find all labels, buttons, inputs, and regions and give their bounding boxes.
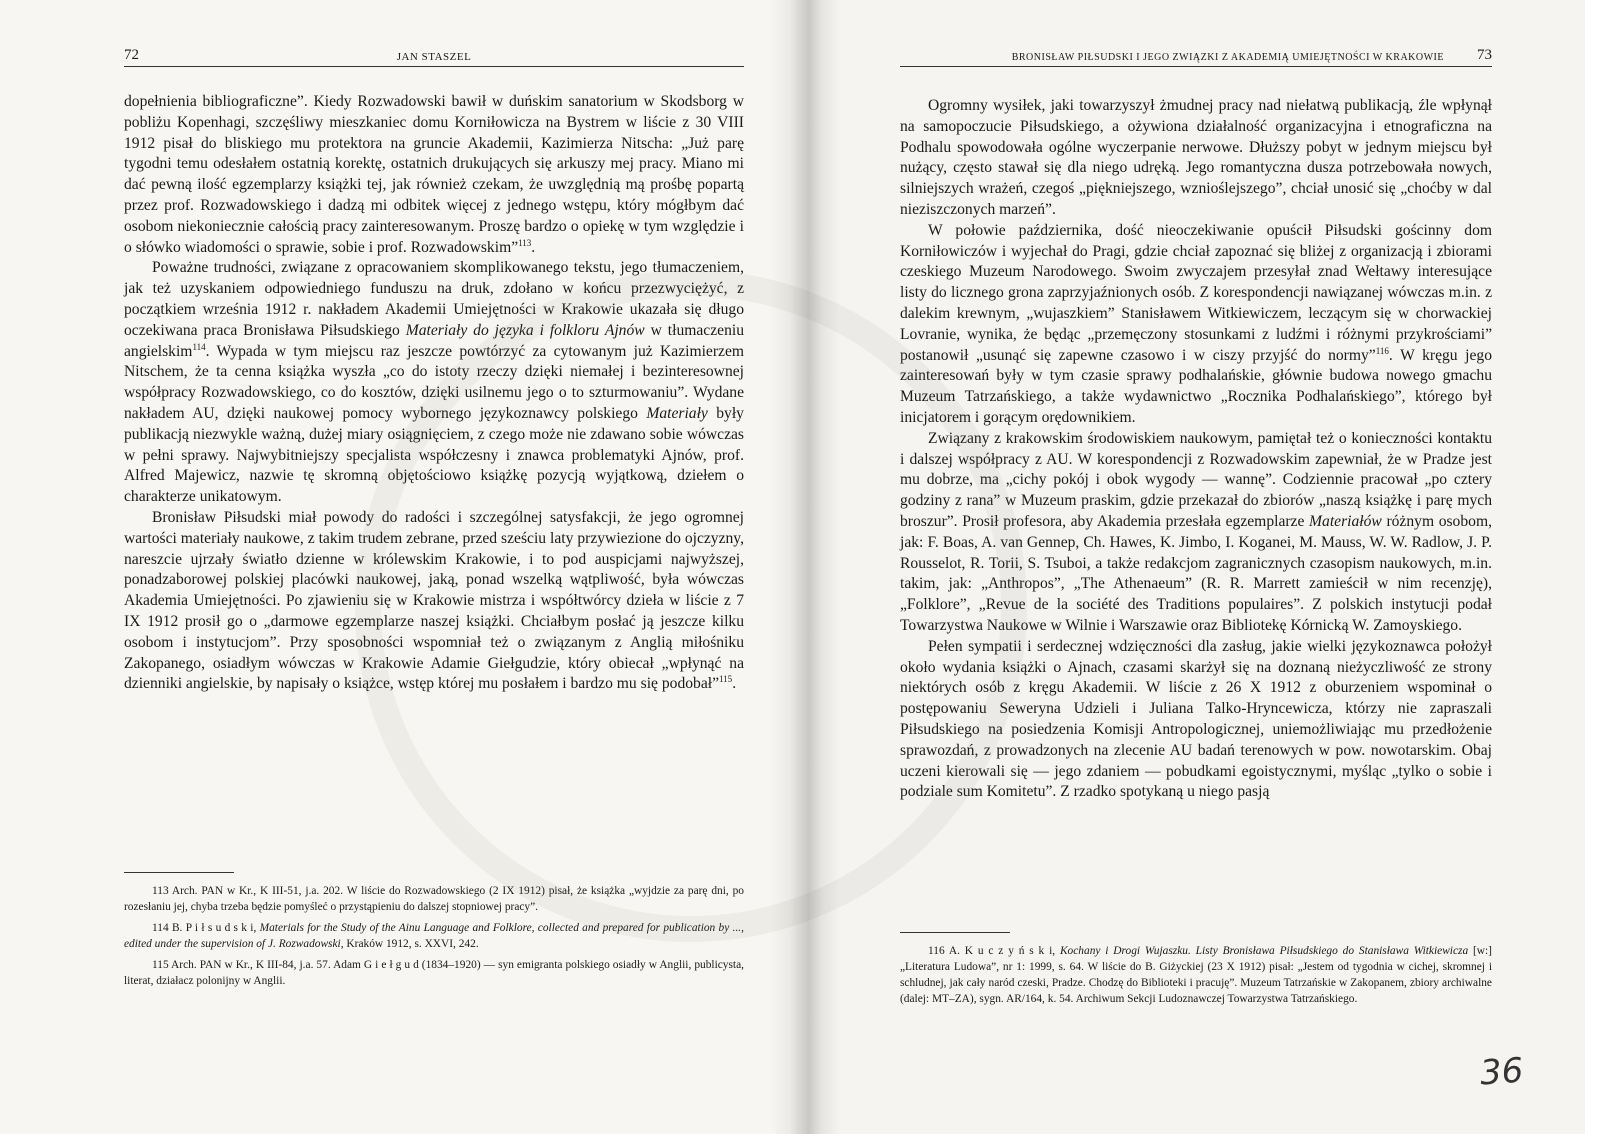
left-page-number: 72 [124, 47, 139, 63]
right-body-text [900, 96, 1492, 803]
right-paragraph-1: Ogromny wysiłek, jaki towarzyszył żmudnej pracy nad niełatwą publikacją, źle wpłynął na samopoczucie Piłsudskiego, a ożywiona działalność organizacyjna i etnograficzna na Podhalu spowodowała ogólne wyczerpanie nerwowe. Dłuższy pobyt w jednym miejscu był nużący, często stawał się dla niego udręką. Jego romantyczna dusza potrzebowała nowych, silniejszych wrażeń, czegoś „piękniejszego, wznioślejszego”, chciał unosić się „choćby w dal nieziszczonych marzeń”. [900, 97, 1492, 218]
left-page-header [124, 44, 744, 67]
right-page-header [900, 44, 1492, 67]
left-running-head: JAN STASZEL [396, 51, 472, 63]
footnote-ref-115[interactable]: 115 [719, 674, 733, 685]
scan-edge [1585, 0, 1600, 1134]
left-body-text [124, 92, 744, 695]
footnote-ref-116[interactable]: 116 [1375, 345, 1389, 356]
left-paragraph-2: Poważne trudności, związane z opracowaniem skomplikowanego tekstu, jego tłumaczeniem, jak też uzyskaniem odpowiedniego funduszu na druk, zdołano w końcu przezwyciężyć, z początkiem września 1912 r. nakładem Akademii Umiejętności w Krakowie ukazała się długo oczekiwana praca Bronisława Piłsudskiego Materiały do języka i folkloru Ajnów w tłumaczeniu angielskim$^{114}$. Wypada w tym miejscu raz jeszcze powtórzyć za cytowanym już Kazimierzem Nitschem, że ta cenna książka wyszła „co do istoty rzeczy dzięki niemałej i bezinteresownej współpracy Rozwadowskiego, co do kosztów, dzięki usilnemu jego o to szturmowaniu”. Wydane nakładem AU, dzięki naukowej pomocy wybornego językoznawcy polskiego Materiały były publikacją niezwykle ważną, dużej miary osiągnięciem, z czego może nie zdawano sobie wówczas w pełni sprawy. Najwybitniejszy specjalista współczesny i znawca problematyki Ajnów, prof. Alfred Majewicz, nazwie tę skromną objętościowo książkę pozycją wyjątkową, dziełem o charakterze unikatowym. [124, 259, 744, 506]
book-title-short: Materiały [646, 404, 708, 422]
right-running-head: BRONISŁAW PIŁSUDSKI I JEGO ZWIĄZKI Z AKADEMIĄ UMIEJĘTNOŚCI W KRAKOWIE [1011, 52, 1444, 63]
right-page-number: 73 [1477, 47, 1492, 63]
left-paragraph-3: Bronisław Piłsudski miał powody do radości i szczególnej satysfakcji, że jego ogromnej wartości materiały naukowe, z takim trudem zebrane, przed sześciu laty przywiezione do ojczyzny, nareszcie ujrzały światło dzienne w królewskim Krakowie, i to pod auspicjami najwyższej, ponadzaborowej polskiej placówki naukowej, jaką, ponad wszelką wątpliwość, była wówczas Akademia Umiejętności. Po zjawieniu się w Krakowie mistrza i współtwórcy dzieła w liście z 7 IX 1912 prosił go o „darmowe egzemplarze naszej książki. Chciałbym posłać ją jeszcze kilku osobom i instytucjom”. Przy sposobności wspomniał też o związanym z Anglią miłośniku Zakopanego, osiadłym wówczas w Krakowie Adamie Giełgudzie, który obiecał „wpłynąć na dzienniki angielskie, by napisały o książce, wstęp której mu posłałem i bardzo mu się podobał”$^{115}$. [124, 508, 744, 693]
footnote-116: 116 A. K u c z y ń s k i, Kochany i Drogi Wujaszku. Listy Bronisława Piłsudskiego do Stanisława Witkiewicza [w:] „Literatura Ludowa”, nr 1: 1999, s. 64. W liście do B. Giżyckiej (23 X 1912) pisał: „Jestem od tygodnia w cichej, skromnej i schludnej, jak cały naród czeski, Pradze. Chodzę do Biblioteki i pracuję”. Muzeum Tatrzańskie w Zakopanem, zbiory archiwalne (dalej: MT–ZA), sygn. AR/164, k. 54. Archiwum Sekcji Ludoznawczej Towarzystwa Tatrzańskiego. [900, 945, 1492, 1005]
right-page [790, 0, 1600, 1134]
right-paragraph-2: W połowie października, dość nieoczekiwanie opuścił Piłsudski gościnny dom Korniłowiczów i wyjechał do Pragi, gdzie chciał zapoznać się bliżej z organizacją i zbiorami czeskiego Muzeum Narodowego. Swoim zwyczajem przesyłał znad Wełtawy interesujące listy do licznego grona zaprzyjaźnionych osób. Z korespondencji nawiązanej wówczas m.in. z dalekim krewnym, „wujaszkiem” Stanisławem Witkiewiczem, leczącym się w chorwackiej Lovranie, wynika, że będąc „przemęczony stosunkami z ludźmi i różnymi przykrościami” postanowił „usunąć się zapewne czasowo i w ciszy przyjść do normy”$^{116}$. W kręgu jego zainteresowań były w tym czasie sprawy podhalańskie, głównie budowa nowego gmachu Muzeum Tatrzańskiego, a także wydawnictwo „Rocznika Podhalańskiego”, którego był inicjatorem i gorącym orędownikiem. [900, 221, 1492, 426]
footnote-ref-114[interactable]: 114 [192, 341, 206, 352]
footnote-114: 114 B. P i ł s u d s k i, Materials for the Study of the Ainu Language and Folklore, collected and prepared for publication by ..., edited under the supervision of J. Rozwadowski, Kraków 1912, s. XXVI, 242. [124, 922, 744, 950]
left-footnotes [124, 872, 744, 994]
footnote-115: 115 Arch. PAN w Kr., K III-84, j.a. 57. Adam G i e ł g u d (1834–1920) — syn emigranta polskiego osiadły w Anglii, publicysta, literat, działacz polonijny w Anglii. [124, 959, 744, 987]
footnote-ref-113[interactable]: 113 [518, 237, 532, 248]
left-paragraph-1: dopełnienia bibliograficzne”. Kiedy Rozwadowski bawił w duńskim sanatorium w Skodsborg w pobliżu Kopenhagi, szczęśliwy mieszkaniec domu Korniłowicza na Bystrem w liście z 30 VIII 1912 pisał do bliskiego mu protektora na gruncie Akademii, Kazimierza Nitscha: „Już parę tygodni temu odesłałem ostatnią korektę, ostatnich drukujących się arkuszy mej pracy. Miano mi dać pewną ilość egzemplarzy książki tej, jak również czekam, że uwzględnią mą prośbę popartą przez prof. Rozwadowskiego i dadzą mi odbitek więcej z jednego wstępu, który mógłbym dać osobom niekoniecznie całością pracy zainteresowanym. Proszę bardzo o opiekę w tym względzie i o słówko wiadomości o sprawie, sobie i prof. Rozwadowskim”$^{113}$. [124, 93, 744, 256]
right-paragraph-3: Związany z krakowskim środowiskiem naukowym, pamiętał też o konieczności kontaktu i dalszej współpracy z AU. W korespondencji z Rozwadowskim zapewniał, że w Pradze jest mu dobrze, ma „cichy pokój i obok wygody — wannę”. Codziennie pracował „po cztery godziny z rana” w Muzeum praskim, gdzie przekazał do zbiorów „naszą książkę i parę mych broszur”. Prosił profesora, aby Akademia przesłała egzemplarze Materiałów różnym osobom, jak: F. Boas, A. van Gennep, Ch. Hawes, K. Jimbo, I. Koganei, M. Mauss, W. W. Radlow, J. P. Rousselot, R. Torii, S. Tsuboi, a także redakcjom zagranicznych czasopism naukowych, m.in. takim, jak: „Anthropos”, „The Athenaeum” (R. R. Marrett zamieścił w nim recenzję), „Folklore”, „Revue de la société des Traditions populaires”. Z polskich instytucji podał Towarzystwa Naukowe w Wilnie i Warszawie oraz Bibliotekę Kórnicką W. Zamoyskiego. [900, 429, 1492, 634]
left-page [0, 0, 790, 1134]
footnote-rule [900, 932, 1010, 933]
pencil-annotation: 36 [1478, 1050, 1525, 1094]
footnote-113: 113 Arch. PAN w Kr., K III-51, j.a. 202. W liście do Rozwadowskiego (2 IX 1912) pisał, że książka „wyjdzie za parę dni, po rozesłaniu jej, chyba trzeba będzie pomyśleć o przystąpieniu do dalszej stopniowej pracy”. [124, 885, 744, 913]
right-footnotes [900, 932, 1492, 1012]
footnote-rule [124, 872, 234, 873]
book-title-genitive: Materiałów [1309, 512, 1382, 530]
book-title: Materiały do języka i folkloru Ajnów [405, 321, 645, 339]
right-paragraph-4: Pełen sympatii i serdecznej wdzięczności dla zasług, jakie wielki językoznawca położył około wydania książki o Ajnach, czasami skarżył się na doznaną nieżyczliwość ze strony niektórych osób z kręgu Akademii. W liście z 26 X 1912 z oburzeniem wspominał o postępowaniu Seweryna Udzieli i Juliana Talko-Hryncewicza, którzy nie zapraszali Piłsudskiego na posiedzenia Komisji Antropologicznej, uniemożliwiając mu przedłożenie sprawozdań, z prowadzonych na zlecenie AU badań terenowych w pow. nowotarskim. Obaj uczeni kierowali się — jego zdaniem — pobudkami egoistycznymi, myśląc „tylko o sobie i podziale sum Komitetu”. Z rzadko spotykaną u niego pasją [900, 637, 1492, 801]
